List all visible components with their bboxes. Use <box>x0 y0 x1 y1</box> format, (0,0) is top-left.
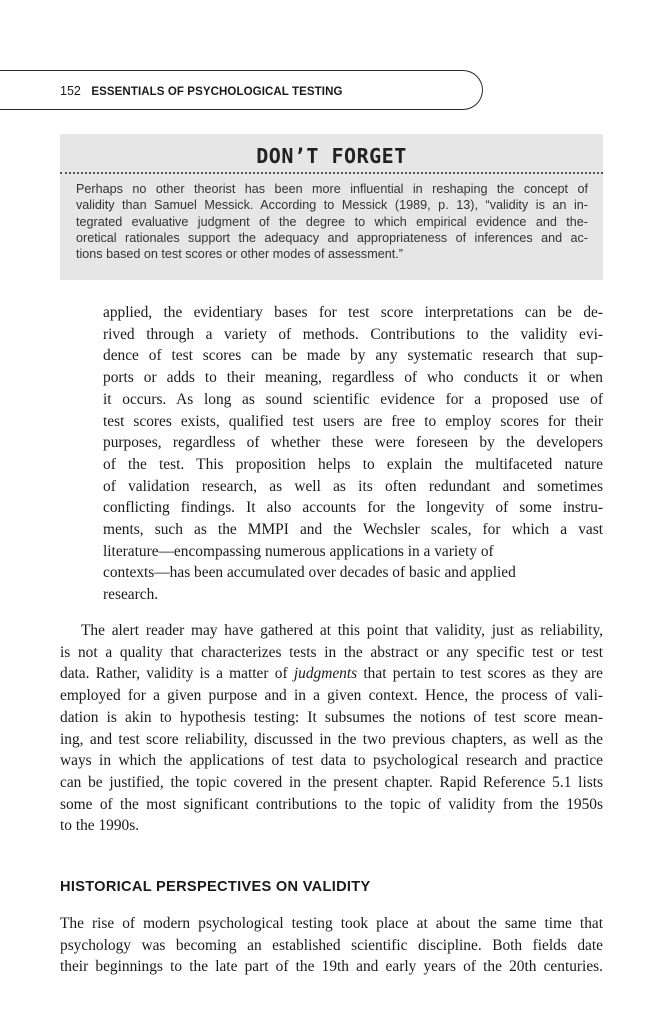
indented-quote <box>103 302 603 606</box>
paragraph-text: data. Rather, validity is a matter of <box>60 665 294 683</box>
quote-line: ments, such as the MMPI and the Wechsler scales, for which a vast <box>103 521 603 539</box>
callout-line: oretical rationales support the adequacy and appropriateness of inferences and ac- <box>76 230 588 245</box>
callout-line: validity than Samuel Messick. According to Messick (1989, p. 13), “validity is an in- <box>76 198 588 213</box>
quote-line: applied, the evidentiary bases for test score interpretations can be de- <box>103 304 603 321</box>
paragraph-line: dation is akin to hypothesis testing: It subsumes the notions of test score mean- <box>60 708 603 726</box>
paragraph-line: is not a quality that characterizes tests in the abstract or any specific test or test <box>60 643 603 661</box>
callout-dotted-rule <box>60 172 603 174</box>
paragraph-line: ing, and test score reliability, discussed in the two previous chapters, as well as the <box>60 730 603 748</box>
dont-forget-callout <box>60 134 603 280</box>
quote-line: test scores exists, qualified test users are free to employ scores for their <box>103 412 603 430</box>
running-title: ESSENTIALS OF PSYCHOLOGICAL TESTING <box>91 86 343 98</box>
quote-line: ports or adds to their meaning, regardless of who conducts it or when <box>103 369 603 387</box>
paragraph-line: their beginnings to the late part of the 19th and early years of the 20th centuries. <box>60 958 603 976</box>
quote-line: of the test. This proposition helps to explain the multifaceted nature <box>103 455 603 473</box>
callout-line: tegrated evaluative judgment of the degree to which empirical evidence and the- <box>76 214 588 229</box>
paragraph-line: employed for a given purpose and in a given context. Hence, the process of vali- <box>60 687 603 705</box>
section-heading: HISTORICAL PERSPECTIVES ON VALIDITY <box>60 879 371 895</box>
quote-line: research. <box>103 586 159 604</box>
paragraph-line: The alert reader may have gathered at this point that validity, just as reliability, <box>81 622 603 639</box>
quote-line: it occurs. As long as sound scientific evidence for a proposed use of <box>103 390 603 408</box>
callout-line: tions based on test scores or other modes of assessment.” <box>76 247 403 262</box>
quote-line: of validation research, as well as its often redundant and sometimes <box>103 477 603 495</box>
paragraph-line: can be justified, the topic covered in the present chapter. Rapid Reference 5.1 lists <box>60 773 603 791</box>
paragraph-line-with-emphasis <box>60 663 603 685</box>
paragraph-line: to the 1990s. <box>60 817 140 835</box>
quote-line: contexts—has been accumulated over decades of basic and applied <box>103 564 516 582</box>
callout-body <box>76 181 588 262</box>
paragraph-line: psychology was becoming an established scientific discipline. Both fields date <box>60 936 603 954</box>
paragraph-line: The rise of modern psychological testing took place at about the same time that <box>60 915 603 932</box>
paragraph-line: ways in which the applications of test data to psychological research and practice <box>60 752 603 770</box>
quote-line: rived through a variety of methods. Contributions to the validity evi- <box>103 325 603 343</box>
quote-line: dence of test scores can be made by any systematic research that sup- <box>103 347 603 365</box>
callout-line: Perhaps no other theorist has been more influential in reshaping the concept of <box>76 182 588 196</box>
paragraph-line: some of the most significant contributions to the topic of validity from the 1950s <box>60 795 603 813</box>
body-paragraph-history <box>60 913 603 978</box>
callout-title: DON’T FORGET <box>256 144 407 168</box>
quote-line: conflicting findings. It also accounts for the longevity of some instru- <box>103 499 603 517</box>
quote-line: literature—encompassing numerous applications in a variety of <box>103 542 494 560</box>
paragraph-text: that pertain to test scores as they are <box>357 665 603 683</box>
page-number: 152 <box>60 84 81 98</box>
running-header <box>60 84 343 98</box>
body-paragraph-validity <box>60 620 603 837</box>
quote-line: purposes, regardless of whether these were foreseen by the developers <box>103 434 603 452</box>
emphasis-judgments: judgments <box>293 665 358 683</box>
